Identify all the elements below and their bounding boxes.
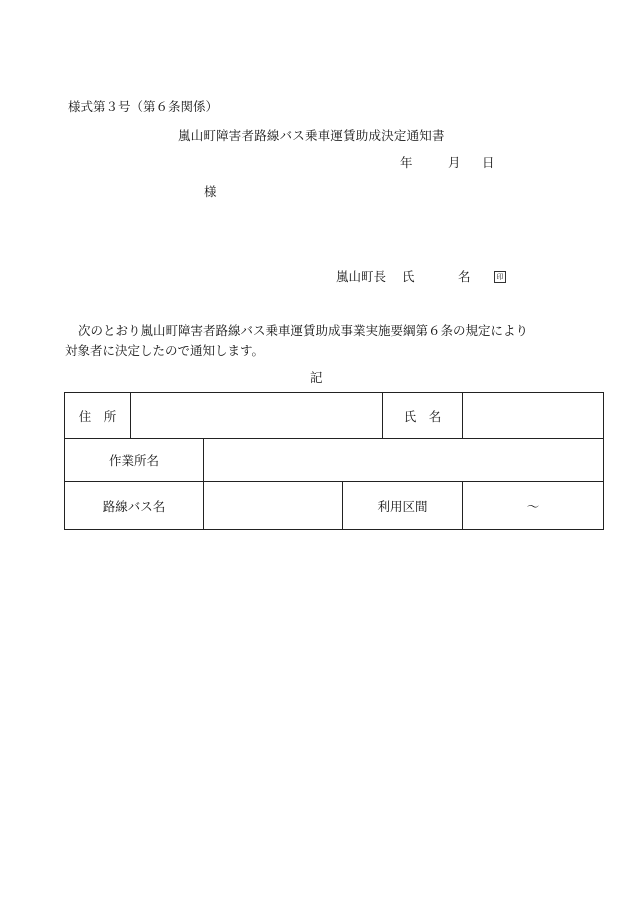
issuer-title: 嵐山町長 [336, 269, 387, 284]
bus-route-value-cell[interactable] [204, 482, 343, 530]
date-month-label: 月 [448, 155, 461, 170]
body-text-line-1: 次のとおり嵐山町障害者路線バス乗車運賃助成事業実施要綱第６条の規定により [78, 323, 529, 338]
issuer-line [336, 271, 506, 284]
date-day-label: 日 [482, 155, 495, 170]
addressee-honorific: 様 [204, 184, 217, 199]
form-number: 様式第３号（第６条関係） [68, 99, 219, 114]
workplace-label-cell: 作業所名 [65, 439, 204, 482]
table-row-bus-route [65, 482, 604, 530]
issuer-name-label-mei: 名 [458, 269, 471, 284]
table-row-address-name [65, 393, 604, 439]
section-separator: ～ [526, 498, 540, 514]
seal-mark: 印 [494, 271, 506, 283]
workplace-value-cell[interactable] [204, 439, 604, 482]
date-year-label: 年 [400, 155, 413, 170]
name-value-cell[interactable] [463, 393, 604, 439]
name-label-cell: 氏 名 [383, 393, 463, 439]
body-text [65, 321, 585, 361]
address-label-cell: 住 所 [65, 393, 131, 439]
date-line [400, 157, 495, 170]
section-label-cell: 利用区間 [343, 482, 463, 530]
record-heading: 記 [310, 370, 323, 385]
bus-route-label-cell: 路線バス名 [65, 482, 204, 530]
section-value-cell[interactable] [463, 482, 604, 530]
details-table [64, 392, 604, 530]
table-row-workplace [65, 439, 604, 482]
document-title: 嵐山町障害者路線バス乗車運賃助成決定通知書 [178, 128, 445, 143]
issuer-name-label-shi: 氏 [402, 269, 415, 284]
address-value-cell[interactable] [131, 393, 383, 439]
body-text-line-2: 対象者に決定したので通知します。 [65, 343, 265, 358]
